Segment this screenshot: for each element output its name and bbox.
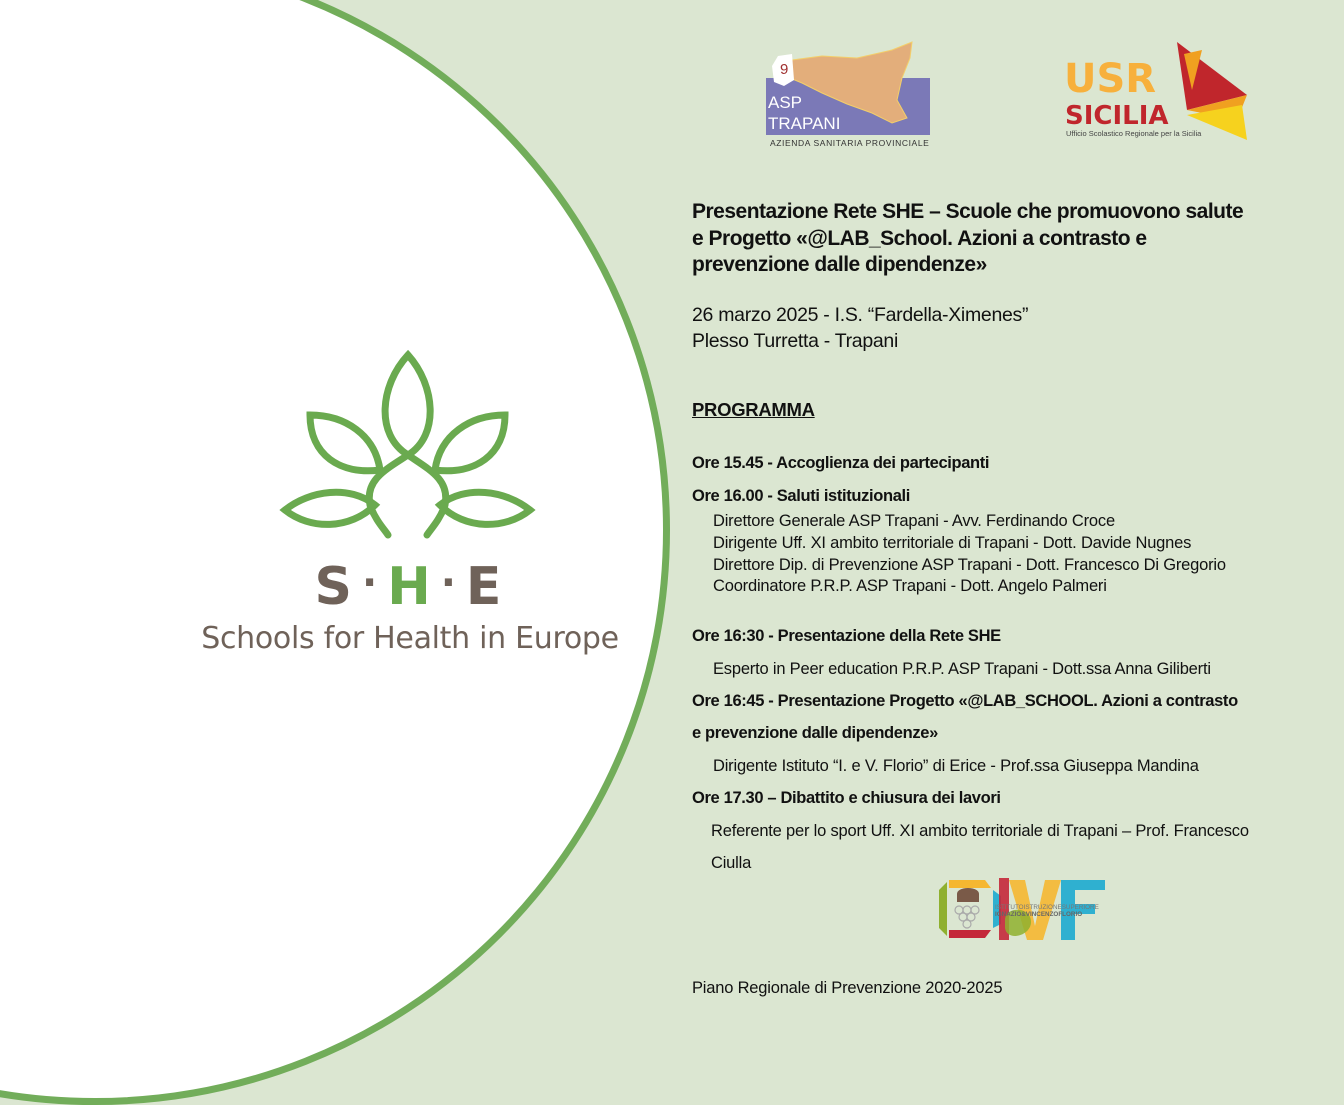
svg-text:9: 9 bbox=[780, 61, 789, 78]
program-item-head-cont: e prevenzione dalle dipendenze» bbox=[692, 724, 938, 742]
event-venue: Plesso Turretta - Trapani bbox=[692, 330, 899, 352]
she-tagline: Schools for Health in Europe bbox=[201, 621, 619, 656]
svg-text:Ufficio Scolastico Regionale p: Ufficio Scolastico Regionale per la Sicilia bbox=[1066, 129, 1202, 138]
program-item-speaker: Referente per lo sport Uff. XI ambito territoriale di Trapani – Prof. Francesco bbox=[711, 822, 1249, 840]
svg-text:SICILIA: SICILIA bbox=[1065, 101, 1169, 131]
event-date: 26 marzo 2025 - I.S. “Fardella-Ximenes” bbox=[692, 304, 1029, 326]
program-item-head: Ore 16:30 - Presentazione della Rete SHE bbox=[692, 627, 1001, 645]
program-item-speaker: Dirigente Uff. XI ambito territoriale di Trapani - Dott. Davide Nugnes bbox=[713, 534, 1192, 552]
separator-dot: · bbox=[361, 560, 382, 606]
program-item-speaker: Esperto in Peer education P.R.P. ASP Trapani - Dott.ssa Anna Giliberti bbox=[713, 660, 1211, 678]
program-heading: PROGRAMMA bbox=[692, 399, 815, 420]
letter-s: S bbox=[314, 557, 356, 617]
program-item-head: Ore 16:45 - Presentazione Progetto «@LAB_SCHOOL. Azioni a contrasto bbox=[692, 692, 1238, 710]
title-line: prevenzione dalle dipendenze» bbox=[692, 253, 987, 276]
svg-text:TRAPANI: TRAPANI bbox=[768, 114, 841, 133]
svg-text:ISTITUTOISTRUZIONESUPERIORE: ISTITUTOISTRUZIONESUPERIORE bbox=[995, 904, 1099, 911]
she-acronym bbox=[180, 557, 640, 617]
letter-h: H bbox=[387, 557, 435, 617]
program-item-speaker: Ciulla bbox=[711, 854, 752, 872]
svg-text:AZIENDA SANITARIA PROVINCIALE: AZIENDA SANITARIA PROVINCIALE bbox=[770, 138, 930, 148]
program-item-speaker: Direttore Generale ASP Trapani - Avv. Ferdinando Croce bbox=[713, 512, 1115, 530]
title-line: e Progetto «@LAB_School. Azioni a contrasto e bbox=[692, 226, 1147, 250]
program-item-speaker: Coordinatore P.R.P. ASP Trapani - Dott. Angelo Palmeri bbox=[713, 577, 1107, 595]
program-item-head: Ore 15.45 - Accoglienza dei partecipanti bbox=[692, 454, 990, 472]
program-item-speaker: Direttore Dip. di Prevenzione ASP Trapani - Dott. Francesco Di Gregorio bbox=[713, 556, 1226, 574]
event-title bbox=[692, 199, 1332, 279]
svg-text:IGNAZIO&VINCENZOFLORIO: IGNAZIO&VINCENZOFLORIO bbox=[995, 911, 1083, 918]
title-line: Presentazione Rete SHE – Scuole che promuovono salute bbox=[692, 200, 1244, 223]
svg-text:USR: USR bbox=[1064, 56, 1157, 102]
she-logo bbox=[180, 345, 640, 675]
separator-dot: · bbox=[440, 560, 460, 606]
footer-text: Piano Regionale di Prevenzione 2020-2025 bbox=[692, 979, 1003, 997]
program-item-head: Ore 16.00 - Saluti istituzionali bbox=[692, 487, 911, 505]
svg-text:ASP: ASP bbox=[768, 93, 803, 112]
asp-trapani-logo bbox=[762, 38, 932, 150]
florio-institute-logo bbox=[935, 876, 1110, 948]
program-item-speaker: Dirigente Istituto “I. e V. Florio” di Erice - Prof.ssa Giuseppa Mandina bbox=[713, 757, 1199, 775]
leaves-icon bbox=[180, 345, 640, 555]
program-item-head: Ore 17.30 – Dibattito e chiusura dei lavori bbox=[692, 789, 1001, 807]
letter-e: E bbox=[465, 557, 506, 617]
usr-sicilia-logo bbox=[1062, 40, 1252, 148]
